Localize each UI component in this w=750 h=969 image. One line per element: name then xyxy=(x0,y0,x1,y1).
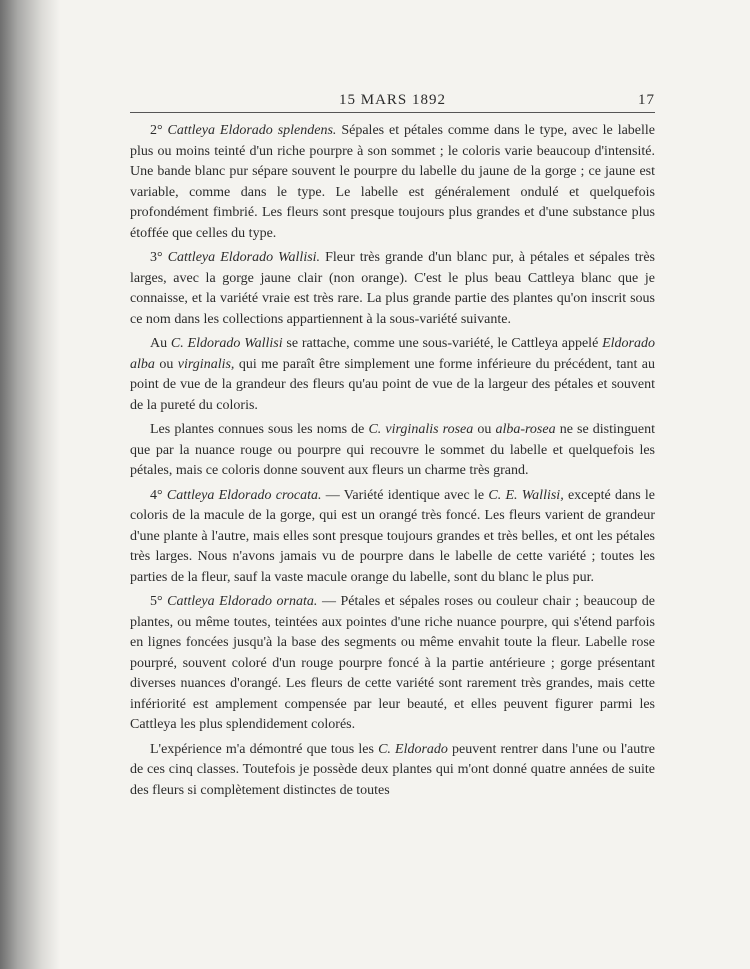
item-number: 2° xyxy=(150,123,163,138)
italic-run: C. Eldorado xyxy=(378,741,448,757)
running-title: 15 MARS 1892 xyxy=(338,92,447,108)
document-page xyxy=(130,88,655,801)
text-run: peuvent rentrer dans l'une ou l'autre de ces cinq classes. Toutefois je possède deux plantes qui m'ont donné quatre années de suite des fleurs si complètement distinctes de toutes xyxy=(130,741,655,798)
italic-run: virginalis, xyxy=(177,356,235,372)
text-run: — Variété identique avec le xyxy=(321,487,489,503)
text-run: ne se distinguent que par la nuance rouge ou pourpre qui recouvre le sommet du labelle et quelquefois les pétales, mais ce coloris donne souvent aux fleurs un charme très grand. xyxy=(130,422,655,478)
paragraph-alba xyxy=(130,334,655,416)
italic-run: alba-rosea xyxy=(495,422,556,437)
italic-run: C. Eldorado Wallisi xyxy=(170,336,283,351)
running-head xyxy=(130,88,655,112)
item-number: 5° xyxy=(150,594,163,609)
paragraph-text: Sépales et pétales comme dans le type, avec le labelle plus ou moins teinté d'un riche pourpre à son sommet ; le coloris varie beaucoup d'intensité. Une bande blanc pur sépare souvent le pourpre du labelle du jaune de la gorge ; ce jaune est variable, comme dans le type. Le labelle est généralement ondulé et quelquefois profondément fimbrié. Les fleurs sont presque toujours plus grandes et d'une substance plus étoffée que celles du type. xyxy=(130,123,655,241)
paragraph-wallisi xyxy=(130,248,655,330)
paragraph-ornata xyxy=(130,592,655,736)
paragraph-experience xyxy=(130,740,655,802)
paragraph-rosea xyxy=(130,420,655,482)
item-number: 4° xyxy=(150,487,163,503)
paragraph-splendens xyxy=(130,121,655,244)
text-run: se rattache, comme une sous-variété, le Cattleya appelé xyxy=(282,336,603,351)
paragraph-crocata xyxy=(130,486,655,589)
italic-run: C. E. Wallisi, xyxy=(488,487,564,503)
text-run: excepté dans le coloris de la macule de la gorge, qui est un orangé très foncé. Les fleurs varient de grandeur d'une plante à l'autre, mais elles sont presque toujours grandes et très belles, et ont les pétales très larges. Nous n'avons jamais vu de pourpre dans le labelle de cette variété ; toutes les parties de la fleur, sauf la vaste macule orange du labelle, sont du blanc le plus pur. xyxy=(130,487,656,585)
variety-name: Cattleya Eldorado Wallisi. xyxy=(167,250,321,265)
italic-run: Eldorado alba xyxy=(130,336,655,372)
paragraph-text: Fleur très grande d'un blanc pur, à pétales et sépales très larges, avec la gorge jaune clair (non orange). C'est le plus beau Cattleya blanc que je connaisse, et la variété vraie est très rare. La plus grande partie des plantes qu'on inscrit sous ce nom dans les collections appartiennent à la sous-variété suivante. xyxy=(130,250,655,327)
page-number: 17 xyxy=(638,92,655,108)
paragraph-text: — Pétales et sépales roses ou couleur chair ; beaucoup de plantes, ou même toutes, teintées aux pointes d'une riche nuance pourpre, qui s'étend parfois en lignes foncées jusqu'à la base des segments ou même envahit toute la fleur. Labelle rose pourpré, souvent coloré d'un rouge pourpre foncé à la partie antérieure ; gorge présentant diverses nuances d'orangé. Les fleurs de cette variété sont rarement très grandes, mais cette infériorité est amplement compensée par leur beauté, et elles peuvent figurer parmi les Cattleya les plus splendidement colorés. xyxy=(130,594,655,732)
variety-name: Cattleya Eldorado ornata. xyxy=(167,594,318,609)
text-run: qui me paraît être simplement une forme inférieure du précédent, tant au point de vue de la grandeur des fleurs qu'au point de vue de la largeur des pétales et souvent de la pureté du coloris. xyxy=(130,356,655,413)
variety-name: Cattleya Eldorado crocata. xyxy=(166,487,322,503)
variety-name: Cattleya Eldorado splendens. xyxy=(167,123,337,138)
text-run: ou xyxy=(473,422,496,437)
text-run: ou xyxy=(154,356,178,372)
text-run: L'expérience m'a démontré que tous les xyxy=(150,741,379,757)
text-run: Au xyxy=(150,336,171,351)
header-rule xyxy=(130,112,655,113)
body-text xyxy=(130,121,655,801)
item-number: 3° xyxy=(150,250,163,265)
text-run: Les plantes connues sous les noms de xyxy=(150,422,369,437)
italic-run: C. virginalis rosea xyxy=(368,422,474,437)
binding-shadow xyxy=(0,0,60,969)
